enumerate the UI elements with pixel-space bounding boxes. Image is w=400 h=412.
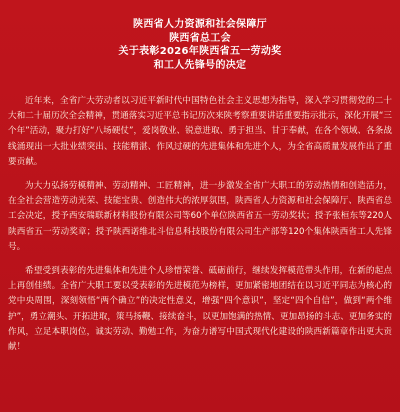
- issuer-line-2: 陕西省总工会: [169, 32, 231, 44]
- paragraph-2: 为大力弘扬劳模精神、劳动精神、工匠精神，进一步激发全省广大职工的劳动热情和创造活力，在全社会营造劳动光荣、技能宝贵、创造伟大的浓厚氛围，陕西省人力资源和社会保障厅、陕西省总工会决定，授予西安瑞联新材料股份有限公司等60个单位陕西省五一劳动奖状；授予张桓东等220人陕西省五一劳动奖章；授予陕西诺维北斗信息科技股份有限公司生产部等120个集体陕西省工人先锋号。: [8, 181, 392, 252]
- title-line-2: 和工人先锋号的决定: [153, 59, 247, 71]
- issuer-line-1: 陕西省人力资源和社会保障厅: [133, 19, 267, 30]
- document-header: [0, 0, 400, 72]
- title-line-1: 关于表彰2026年陕西省五一劳动奖: [118, 46, 282, 57]
- document-body: [0, 72, 400, 355]
- paragraph-3: 希望受到表彰的先进集体和先进个人珍惜荣誉、砥砺前行，继续发挥模范带头作用，在新的起点上再创佳绩。全省广大职工要以受表彰的先进模范为榜样，更加紧密地团结在以习近平同志为核心的党中央周围，深刻领悟“两个确立”的决定性意义，增强“四个意识”，坚定“四个自信”，做到“两个维护”，勇立潮头、开拓进取，策马扬鞭、接续奋斗，以更加饱满的热情、更加昂扬的斗志、更加务实的作风，立足本职岗位，诚实劳动、勤勉工作，为奋力谱写中国式现代化建设的陕西新篇章作出更大贡献！: [8, 266, 392, 353]
- paragraph-1: 近年来，全省广大劳动者以习近平新时代中国特色社会主义思想为指导，深入学习贯彻党的二十大和二十届历次全会精神，贯通落实习近平总书记历次来陕考察重要讲话重要指示批示，深化开展“三个年”活动，聚力打好“八场硬仗”，爱岗敬业、锐意进取、勇于担当、甘于奉献，在各个领域、各条战线涌现出一大批业绩突出、技能精湛、作风过硬的先进集体和先进个人，为全省高质量发展作出了重要贡献。: [8, 96, 392, 167]
